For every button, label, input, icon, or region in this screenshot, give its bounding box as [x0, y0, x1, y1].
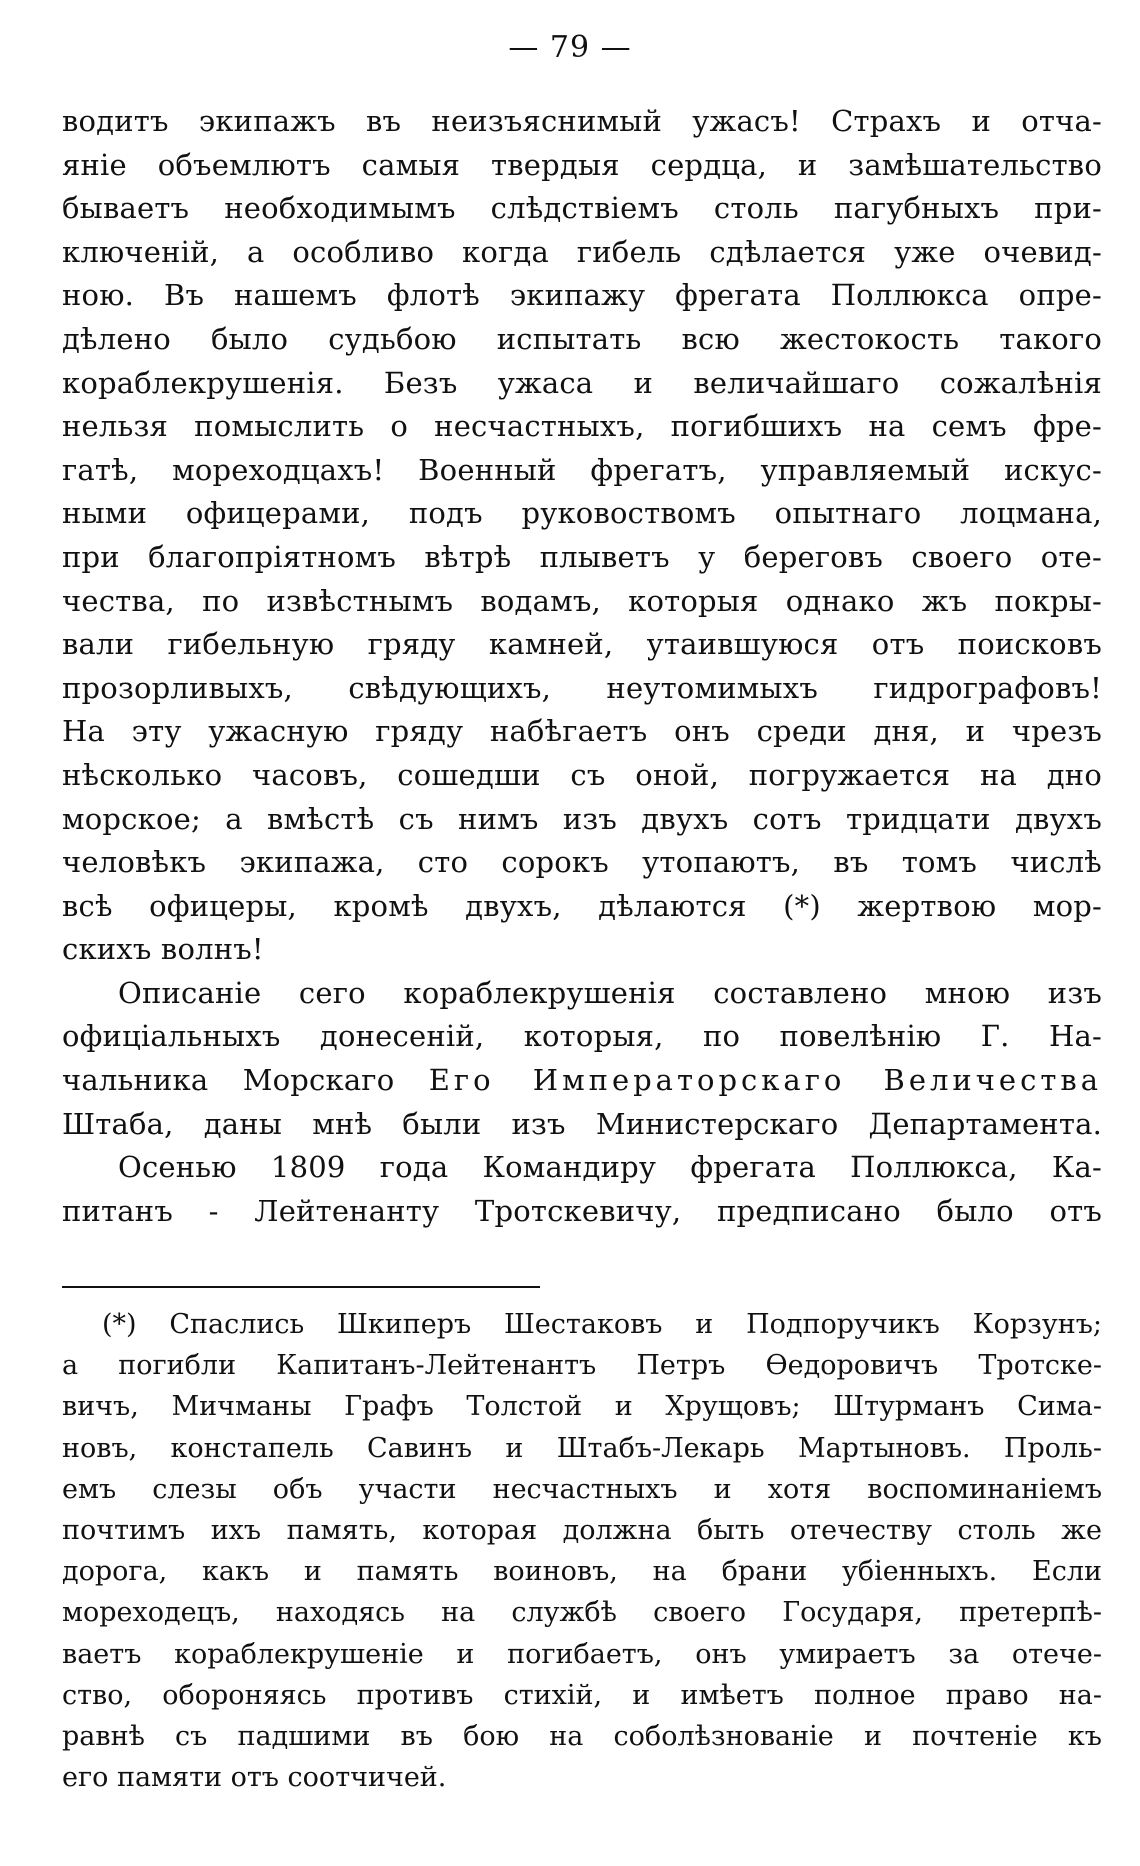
- text-line: Штаба, даны мнѣ были изъ Министерскаго Департамента.: [62, 1106, 1102, 1141]
- text-line: На эту ужасную гряду набѣгаетъ онъ среди дня, и чрезъ: [62, 714, 1102, 749]
- text-line: при благопріятномъ вѣтрѣ плыветъ у береговъ своего оте-: [62, 539, 1102, 574]
- text-line: яніе объемлютъ самыя твердыя сердца, и замѣшательство: [62, 147, 1102, 182]
- footnote-line: новъ, констапель Савинъ и Штабъ-Лекарь Мартыновъ. Проль-: [62, 1432, 1102, 1464]
- text-line: скихъ волнъ!: [62, 932, 264, 967]
- text-line: морское; а вмѣстѣ съ нимъ изъ двухъ сотъ тридцати двухъ: [62, 801, 1102, 836]
- text-line: бываетъ необходимымъ слѣдствіемъ столь пагубныхъ при-: [62, 191, 1102, 226]
- text-line: [62, 1059, 1102, 1103]
- text-line: нѣсколько часовъ, сошедши съ оной, погружается на дно: [62, 757, 1102, 792]
- text-line: человѣкъ экипажа, сто сорокъ утопаютъ, въ томъ числѣ: [62, 845, 1102, 880]
- text-line: ными офицерами, подъ руковоствомъ опытнаго лоцмана,: [62, 496, 1102, 531]
- text-segment: чальника Морскаго: [62, 1063, 429, 1098]
- footnote-line: емъ слезы объ участи несчастныхъ и хотя воспоминаніемъ: [62, 1473, 1102, 1505]
- text-line: ною. Въ нашемъ флотѣ экипажу фрегата Поллюкса опре-: [62, 278, 1102, 313]
- text-line: прозорливыхъ, свѣдующихъ, неутомимыхъ гидрографовъ!: [62, 670, 1102, 705]
- text-line: водитъ экипажъ въ неизъяснимый ужасъ! Страхъ и отча-: [62, 104, 1102, 138]
- main-text: [62, 100, 1102, 1233]
- page-number: — 79 —: [508, 30, 632, 65]
- text-line: всѣ офицеры, кромѣ двухъ, дѣлаются (*) жертвою мор-: [62, 888, 1102, 923]
- footnote-divider: [62, 1286, 540, 1288]
- text-line: офиціальныхъ донесеній, которыя, по повелѣнію Г. На-: [62, 1019, 1102, 1054]
- footnote-line: (*) Спаслись Шкиперъ Шестаковъ и Подпоручикъ Корзунъ;: [102, 1309, 1102, 1340]
- text-line: кораблекрушенія. Безъ ужаса и величайшаго сожалѣнія: [62, 365, 1102, 400]
- text-line: дѣлено было судьбою испытать всю жестокость такого: [62, 321, 1102, 356]
- footnote-line: равнѣ съ падшими въ бою на соболѣзнованіе и почтеніе къ: [62, 1720, 1102, 1752]
- footnote-line: мореходецъ, находясь на службѣ своего Государя, претерпѣ-: [62, 1597, 1102, 1629]
- paragraph-start-line: Осенью 1809 года Командиру фрегата Поллюкса, Ка-: [118, 1150, 1102, 1185]
- footnote-line: его памяти отъ соотчичей.: [62, 1762, 447, 1794]
- footnote-line: вичъ, Мичманы Графъ Толстой и Хрущовъ; Штурманъ Сима-: [62, 1391, 1102, 1423]
- footnote-line: ваетъ кораблекрушеніе и погибаетъ, онъ умираетъ за отече-: [62, 1638, 1102, 1670]
- text-line: вали гибельную гряду камней, утаившуюся отъ поисковъ: [62, 627, 1102, 662]
- footnote: [62, 1304, 1102, 1798]
- footnote-line: почтимъ ихъ память, которая должна быть отечеству столь же: [62, 1514, 1102, 1546]
- text-line: ключеній, а особливо когда гибель сдѣлается уже очевид-: [62, 234, 1102, 269]
- text-line: нельзя помыслить о несчастныхъ, погибшихъ на семъ фре-: [62, 409, 1102, 444]
- text-line: гатѣ, мореходцахъ! Военный фрегатъ, управляемый искус-: [62, 452, 1102, 487]
- spaced-title-text: Его Императорскаго Величества: [428, 1063, 1102, 1098]
- text-line: чества, по извѣстнымъ водамъ, которыя однако жъ покры-: [62, 583, 1102, 618]
- footnote-line: ство, обороняясь противъ стихій, и имѣетъ полное право на-: [62, 1679, 1102, 1711]
- footnote-line: дорога, какъ и память воиновъ, на брани убіенныхъ. Если: [62, 1556, 1102, 1588]
- text-line: питанъ - Лейтенанту Тротскевичу, предписано было отъ: [62, 1193, 1102, 1228]
- paragraph-start-line: Описаніе сего кораблекрушенія составлено мною изъ: [118, 975, 1102, 1010]
- footnote-line: а погибли Капитанъ-Лейтенантъ Петръ Ѳедоровичъ Тротске-: [62, 1350, 1102, 1382]
